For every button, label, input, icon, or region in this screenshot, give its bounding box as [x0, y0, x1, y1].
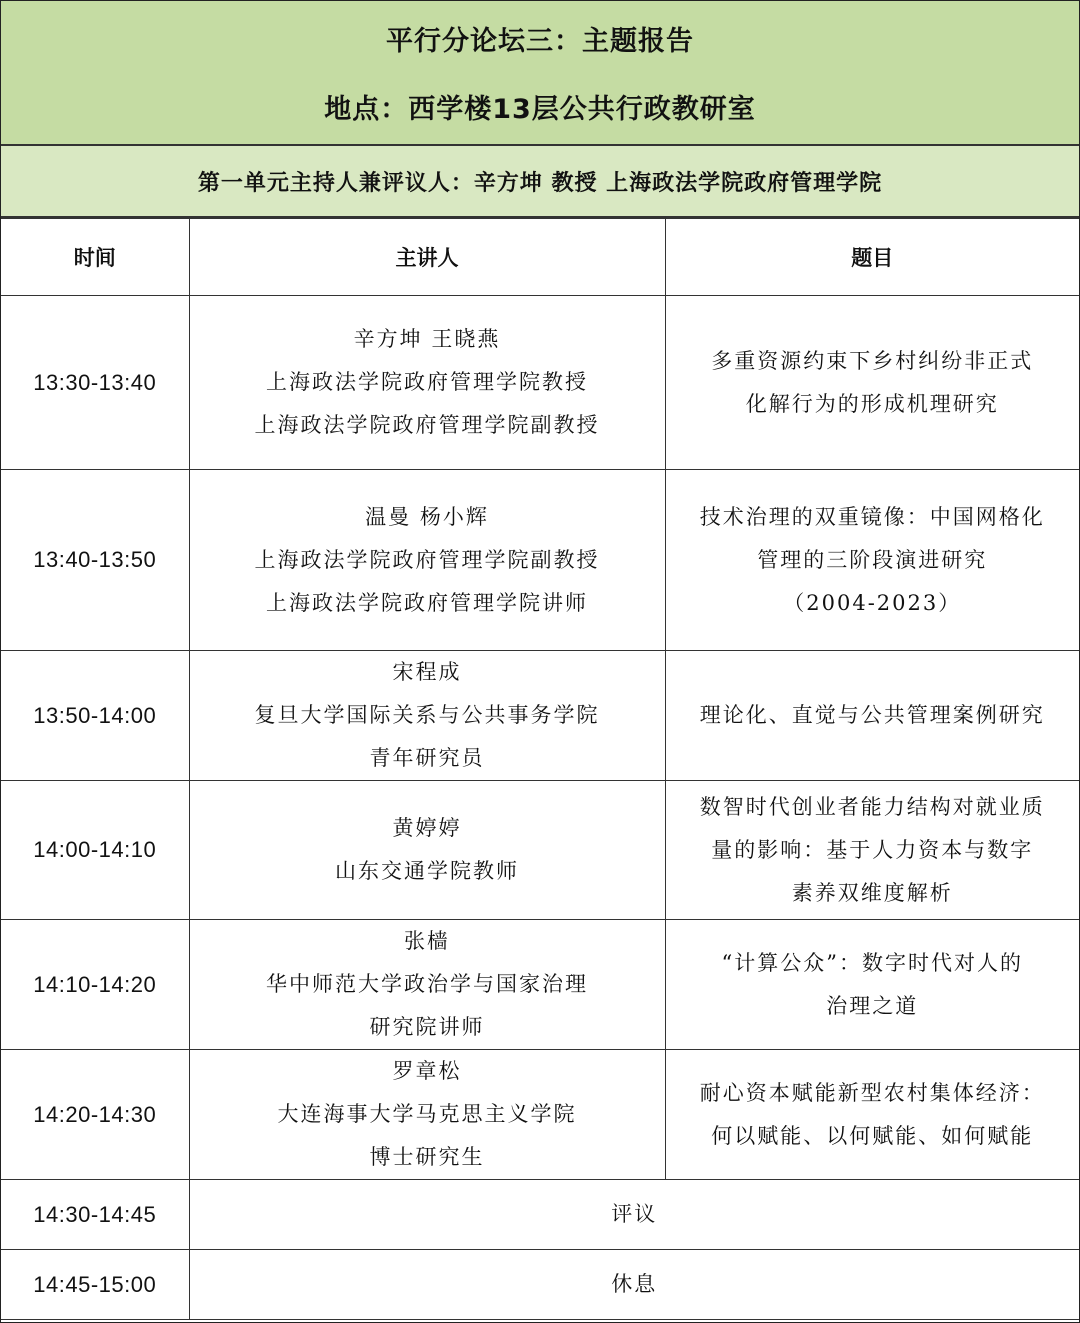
topic-cell: [665, 651, 1079, 781]
table-row: [1, 1050, 1079, 1180]
speaker-cell: [189, 470, 665, 651]
table-row: [1, 651, 1079, 781]
schedule-table: [1, 218, 1079, 1320]
speaker-affiliation: 复旦大学国际关系与公共事务学院: [254, 703, 600, 727]
column-header-topic: 题目: [665, 219, 1079, 296]
time-cell: 13:50-14:00: [1, 651, 189, 781]
topic-line: “计算公众”：数字时代对人的: [721, 950, 1023, 975]
forum-header: [1, 1, 1079, 146]
time-cell: 14:20-14:30: [1, 1050, 189, 1180]
speaker-cell: [189, 920, 665, 1050]
speaker-affiliation: 华中师范大学政治学与国家治理: [266, 972, 588, 996]
topic-line: 化解行为的形成机理研究: [745, 391, 999, 416]
speaker-affiliation: 上海政法学院政府管理学院讲师: [266, 590, 588, 615]
topic-cell: [665, 781, 1079, 920]
table-row: [1, 1180, 1079, 1250]
speaker-cell: [189, 1050, 665, 1180]
time-cell: 13:30-13:40: [1, 296, 189, 470]
speaker-affiliation: 山东交通学院教师: [335, 859, 519, 883]
topic-line: （2004-2023）: [783, 590, 962, 615]
speaker-names: 宋程成: [392, 660, 462, 684]
table-row: [1, 470, 1079, 651]
topic-line: 多重资源约束下乡村纠纷非正式: [711, 348, 1034, 373]
time-cell: 13:40-13:50: [1, 470, 189, 651]
topic-line: 量的影响：基于人力资本与数字: [711, 837, 1034, 862]
topic-cell: [665, 296, 1079, 470]
topic-line: 管理的三阶段演进研究: [757, 547, 988, 572]
speaker-cell: [189, 781, 665, 920]
speaker-affiliation: 研究院讲师: [369, 1015, 485, 1039]
speaker-cell: [189, 651, 665, 781]
session-host: 第一单元主持人兼评议人：辛方坤 教授 上海政法学院政府管理学院: [1, 146, 1079, 218]
speaker-names: 辛方坤 王晓燕: [353, 327, 501, 351]
topic-line: 技术治理的双重镜像：中国网格化: [699, 504, 1045, 529]
topic-line: 素养双维度解析: [791, 880, 953, 905]
topic-cell: [665, 1050, 1079, 1180]
review-cell: 评议: [189, 1180, 1079, 1250]
topic-line: 理论化、直觉与公共管理案例研究: [699, 703, 1045, 727]
speaker-cell: [189, 296, 665, 470]
time-cell: 14:30-14:45: [1, 1180, 189, 1250]
speaker-affiliation: 上海政法学院政府管理学院副教授: [254, 413, 600, 437]
table-header-row: [1, 219, 1079, 296]
column-header-speaker: 主讲人: [189, 219, 665, 296]
speaker-affiliation: 大连海事大学马克思主义学院: [277, 1102, 577, 1126]
speaker-names: 罗章松: [392, 1059, 462, 1083]
topic-line: 何以赋能、以何赋能、如何赋能: [711, 1123, 1034, 1148]
time-cell: 14:00-14:10: [1, 781, 189, 920]
table-row: [1, 296, 1079, 470]
topic-cell: [665, 470, 1079, 651]
topic-line: 数智时代创业者能力结构对就业质: [699, 794, 1045, 819]
speaker-names: 温曼 杨小辉: [365, 504, 489, 529]
topic-cell: [665, 920, 1079, 1050]
speaker-names: 黄婷婷: [392, 816, 462, 840]
speaker-names: 张樯: [404, 929, 450, 953]
table-row: [1, 1250, 1079, 1320]
topic-line: 治理之道: [826, 993, 919, 1018]
table-row: [1, 920, 1079, 1050]
forum-title: 平行分论坛三：主题报告: [386, 26, 694, 57]
speaker-affiliation: 青年研究员: [369, 746, 485, 770]
speaker-affiliation: 上海政法学院政府管理学院教授: [266, 370, 588, 394]
speaker-affiliation: 博士研究生: [369, 1145, 485, 1169]
speaker-affiliation: 上海政法学院政府管理学院副教授: [254, 547, 600, 572]
break-cell: 休息: [189, 1250, 1079, 1320]
time-cell: 14:10-14:20: [1, 920, 189, 1050]
time-cell: 14:45-15:00: [1, 1250, 189, 1320]
topic-line: 耐心资本赋能新型农村集体经济：: [699, 1080, 1045, 1105]
column-header-time: 时间: [1, 219, 189, 296]
table-row: [1, 781, 1079, 920]
forum-location: 地点：西学楼13层公共行政教研室: [324, 94, 756, 125]
